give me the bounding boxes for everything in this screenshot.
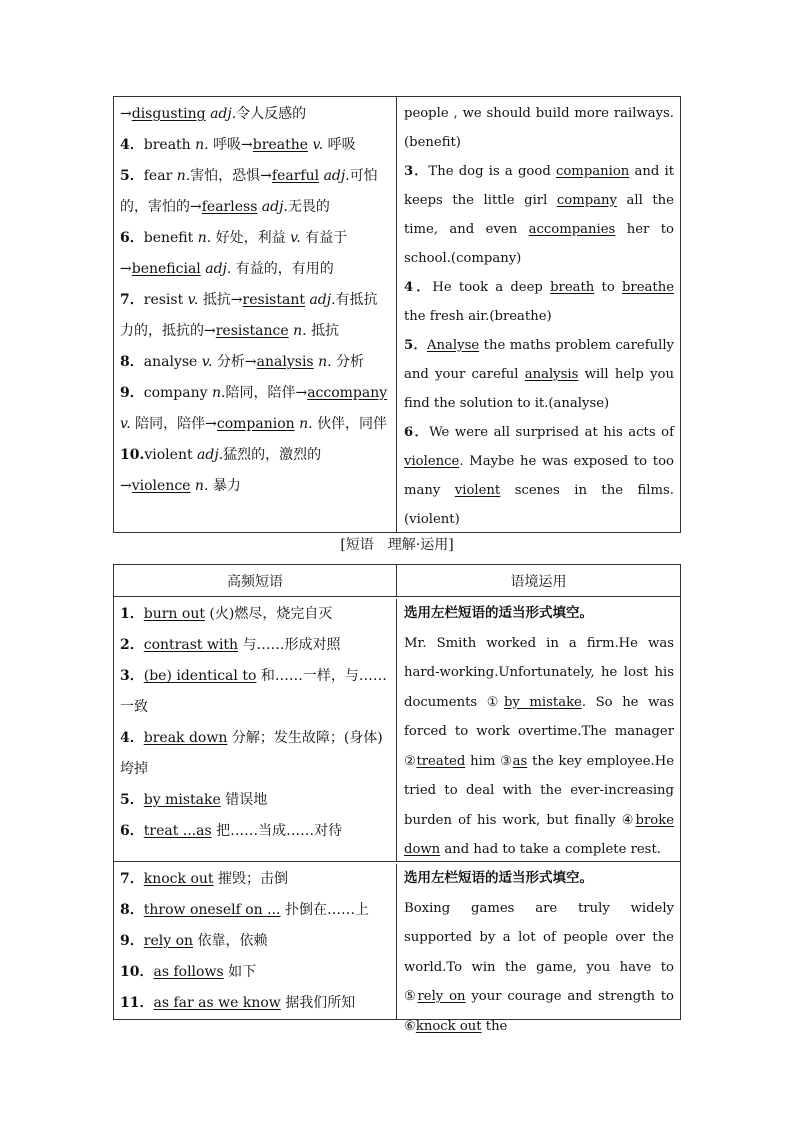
passage-text: Mr. Smith worked in a firm.He was hard-working.Unfortunately, he lost his documents ①by mistake. So he was forced to work overtime.The manager ②treated him ③as the key employee.He tried to deal with the ever-increasing burden of his work, but finally ④broke down and had to take a complete rest. (404, 635, 674, 857)
answer-blank: rely on (143, 933, 194, 949)
word-family-item: 9．company n.陪同，陪伴→accompany v. 陪同，陪伴→companion n. 伙伴，同伴 (120, 385, 388, 432)
practice-sentence: 5．Analyse the maths problem carefully and your careful analysis will help you find the solution to it.(analyse) (404, 338, 674, 411)
word-family-item: →disgusting adj.令人反感的 (120, 106, 307, 122)
answer-blank: throw oneself on ... (143, 902, 281, 918)
answer-blank: (be) identical to (143, 668, 257, 684)
answer-blank: resistant (242, 292, 305, 308)
header-phrases: 高频短语 (114, 565, 397, 596)
answer-blank: companion (555, 164, 630, 179)
word-family-item: 5．fear n.害怕，恐惧→fearful adj.可怕的，害怕的→fearless adj.无畏的 (120, 168, 378, 215)
header-context-use: 语境运用 (510, 573, 567, 590)
practice-sentence: 6．We were all surprised at his acts of violence. Maybe he was exposed to too many violent scenes in the films.(violent) (404, 425, 674, 527)
answer-blank: treated (416, 753, 466, 769)
answer-blank: violence (131, 478, 191, 494)
answer-blank: Analyse (427, 338, 480, 353)
word-family-column (114, 97, 397, 532)
phrase-item: 3．(be) identical to 和……一样，与……一致 (120, 668, 387, 715)
answer-blank: analysis (256, 354, 314, 370)
phrase-item: 2．contrast with 与……形成对照 (120, 637, 341, 653)
answer-blank: as (512, 753, 528, 769)
phrase-list (114, 599, 397, 861)
answer-blank: by mistake (503, 694, 582, 710)
practice-sentence: 3．The dog is a good companion and it keeps the little girl company all the time, and even accompanies her to school.(company) (404, 164, 675, 266)
answer-blank: resistance (215, 323, 289, 339)
phrase-item: 1．burn out (火)燃尽，烧完自灭 (120, 606, 333, 622)
word-family-item: 7．resist v. 抵抗→resistant adj.有抵抗力的，抵抗的→resistance n. 抵抗 (120, 292, 378, 339)
answer-blank: burn out (143, 606, 205, 622)
phrase-item: 9．rely on 依靠，依赖 (120, 933, 268, 949)
phrase-item: 10．as follows 如下 (120, 964, 257, 980)
answer-blank: rely on (417, 989, 466, 1004)
passage-text: Boxing games are truly widely supported by a lot of people over the world.To win the game, you have to ⑤rely on your courage and strength to ⑥knock out the (404, 900, 674, 1034)
phrase-item: 7．knock out 摧毁；击倒 (120, 871, 288, 887)
phrase-item: 11．as far as we know 据我们所知 (120, 995, 356, 1011)
answer-blank: violence (404, 454, 460, 469)
answer-blank: knock out (143, 871, 214, 887)
answer-blank: beneficial (131, 261, 201, 277)
answer-blank: breath (550, 280, 595, 295)
instruction: 选用左栏短语的适当形式填空。 (404, 605, 593, 621)
sentence-practice-column (397, 97, 680, 532)
word-family-item: 8．analyse v. 分析→analysis n. 分析 (120, 354, 364, 370)
instruction: 选用左栏短语的适当形式填空。 (404, 870, 593, 886)
answer-blank: disgusting (131, 106, 206, 122)
answer-blank: treat ...as (143, 823, 212, 839)
answer-blank: contrast with (143, 637, 239, 653)
practice-sentence: 4．He took a deep breath to breathe the fresh air.(breathe) (404, 280, 674, 324)
vocabulary-table (113, 96, 681, 533)
word-family-item: 6．benefit n. 好处，利益 v. 有益于→beneficial adj. 有益的，有用的 (120, 230, 348, 277)
answer-blank: fearless (201, 199, 258, 215)
phrase-table (113, 564, 681, 1034)
phrase-group-row (114, 597, 680, 862)
practice-sentence: people , we should build more railways.(benefit) (404, 106, 674, 150)
phrase-item: 5．by mistake 错误地 (120, 792, 268, 808)
section-heading: [短语 理解·运用] (340, 537, 454, 553)
answer-blank: accompanies (528, 222, 616, 237)
answer-blank: company (556, 193, 617, 208)
word-family-item: 10.violent adj.猛烈的，激烈的→violence n. 暴力 (120, 447, 322, 494)
context-passage (397, 864, 680, 1034)
answer-blank: breathe (252, 137, 309, 153)
word-family-item: 4．breath n. 呼吸→breathe v. 呼吸 (120, 137, 356, 153)
answer-blank: knock out (415, 1018, 482, 1034)
answer-blank: accompany (307, 385, 388, 401)
phrase-item: 4．break down 分解；发生故障；(身体)垮掉 (120, 730, 383, 777)
answer-blank: broke down (404, 812, 674, 857)
answer-blank: fearful (271, 168, 320, 184)
answer-blank: breathe (621, 280, 674, 295)
context-passage (397, 599, 680, 861)
phrase-table-header (114, 565, 680, 597)
answer-blank: companion (216, 416, 295, 432)
answer-blank: break down (143, 730, 228, 746)
answer-blank: by mistake (143, 792, 221, 808)
answer-blank: analysis (524, 367, 579, 382)
answer-blank: as follows (153, 964, 224, 980)
phrase-list (114, 864, 397, 1020)
answer-blank: as far as we know (153, 995, 281, 1011)
answer-blank: violent (454, 483, 501, 498)
phrase-item: 8．throw oneself on ... 扑倒在……上 (120, 902, 369, 918)
phrase-item: 6．treat ...as 把……当成……对待 (120, 823, 343, 839)
phrase-group-row (114, 862, 680, 1034)
